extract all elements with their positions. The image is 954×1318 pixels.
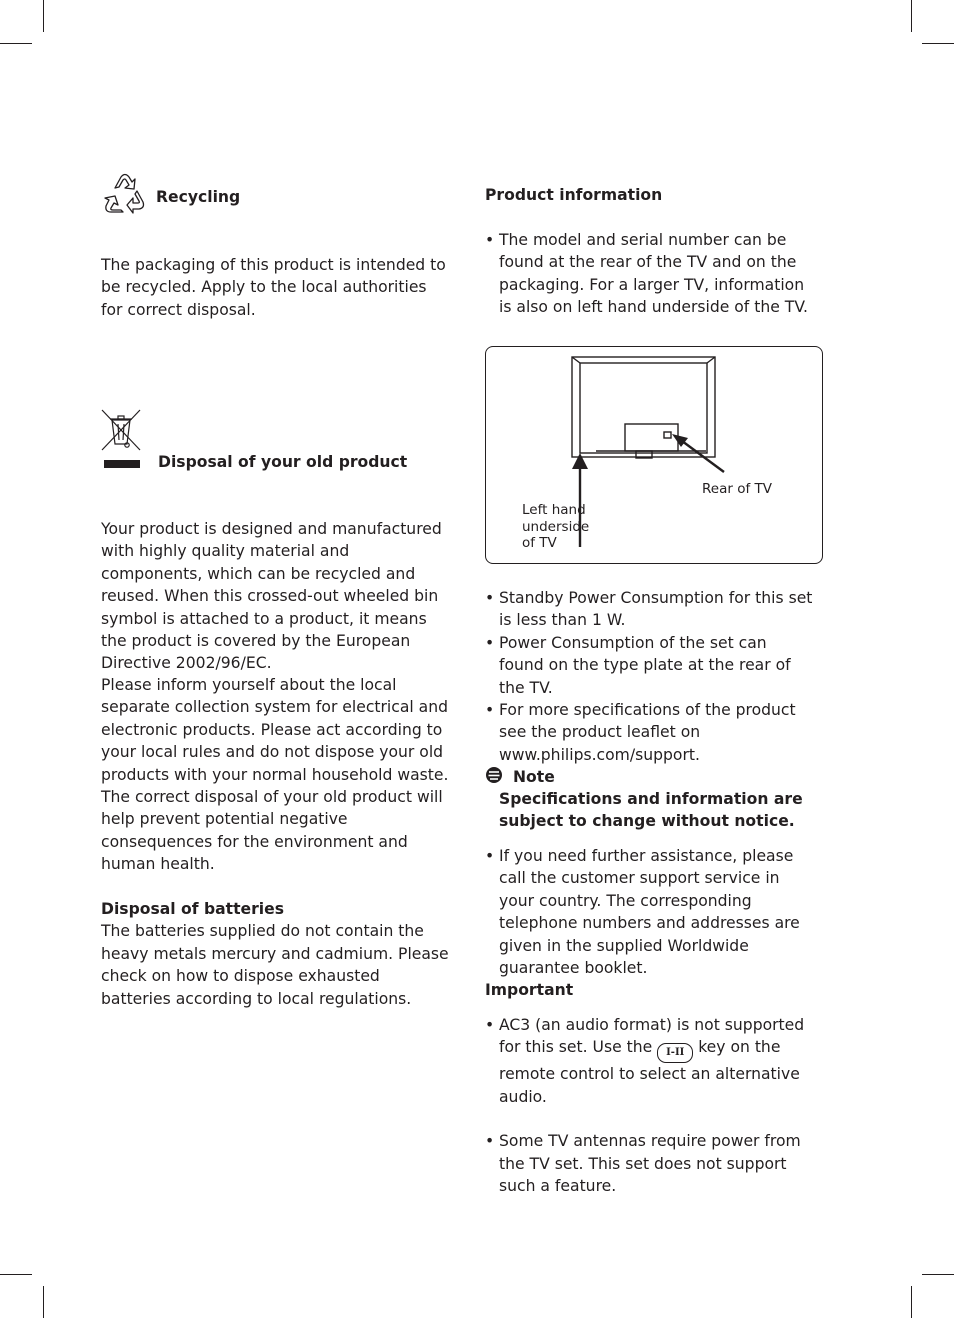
important-list — [485, 1014, 815, 1197]
crop-mark — [922, 43, 954, 44]
crop-mark — [43, 1286, 44, 1318]
i-ii-key-icon: I-II — [657, 1043, 693, 1063]
crop-mark — [43, 0, 44, 32]
list-item: • If you need further assistance, please call the customer support service in your country. The corresponding telephone numbers and addresses are given in the supplied Worldwide guarantee booklet. — [485, 845, 815, 979]
disposal-para2: Please inform yourself about the local separate collection system for electrical and electronic products. Please act according to your local rules and do not dispose your old products with your normal household waste. The correct disposal of your old product will help prevent potential negative consequences for the environment and human health. — [101, 676, 449, 874]
crop-mark — [911, 0, 912, 32]
crossed-out-wheeled-bin-icon — [100, 408, 144, 472]
batteries-title: Disposal of batteries — [101, 900, 285, 918]
batteries-body: The batteries supplied do not contain the heavy metals mercury and cadmium. Please check on how to dispose exhausted batteries according to local regulations. — [101, 922, 449, 1008]
recycle-icon — [101, 172, 149, 218]
crop-mark — [0, 43, 32, 44]
product-info-list — [485, 229, 815, 319]
batteries-section — [101, 898, 451, 1010]
ac3-text-after: key on the remote control to select an alternative audio. — [499, 1038, 800, 1106]
list-item: • The model and serial number can be found at the rear of the TV and on the packaging. For a larger TV, information is also on left hand underside of the TV. — [485, 229, 815, 319]
note-text: Specifications and information are subject to change without notice. — [499, 790, 803, 831]
list-item — [485, 1014, 815, 1108]
disposal-title: Disposal of your old product — [158, 453, 408, 471]
note-icon — [485, 766, 503, 784]
important-title: Important — [485, 981, 574, 999]
tv-rear-diagram — [485, 346, 823, 564]
list-item: • Some TV antennas require power from the TV set. This set does not support such a feature. — [485, 1130, 815, 1197]
recycling-body: The packaging of this product is intended to be recycled. Apply to the local authorities for correct disposal. — [101, 256, 446, 319]
crop-mark — [911, 1286, 912, 1318]
assistance-list — [485, 845, 815, 979]
note-title: Note — [513, 768, 555, 786]
label-rear-of-tv: Rear of TV — [702, 481, 772, 497]
list-item: • For more specifications of the product see the product leaflet on www.philips.com/support. — [485, 699, 815, 766]
product-info-title: Product information — [485, 186, 663, 204]
list-item: • Power Consumption of the set can found on the type plate at the rear of the TV. — [485, 632, 815, 699]
crop-mark — [0, 1274, 32, 1275]
ac3-text-before: AC3 (an audio format) is not supported for this set. Use the — [499, 1016, 805, 1057]
crop-mark — [922, 1274, 954, 1275]
recycling-title: Recycling — [156, 188, 241, 206]
specs-list — [485, 587, 815, 766]
list-item: • Standby Power Consumption for this set is less than 1 W. — [485, 587, 815, 632]
disposal-para1: Your product is designed and manufactured with highly quality material and components, which can be recycled and reused. When this crossed-out wheeled bin symbol is attached to a product, it means the product is covered by the European Directive 2002/96/EC. — [101, 520, 442, 673]
label-left-underside: Left hand underside of TV — [522, 502, 590, 551]
